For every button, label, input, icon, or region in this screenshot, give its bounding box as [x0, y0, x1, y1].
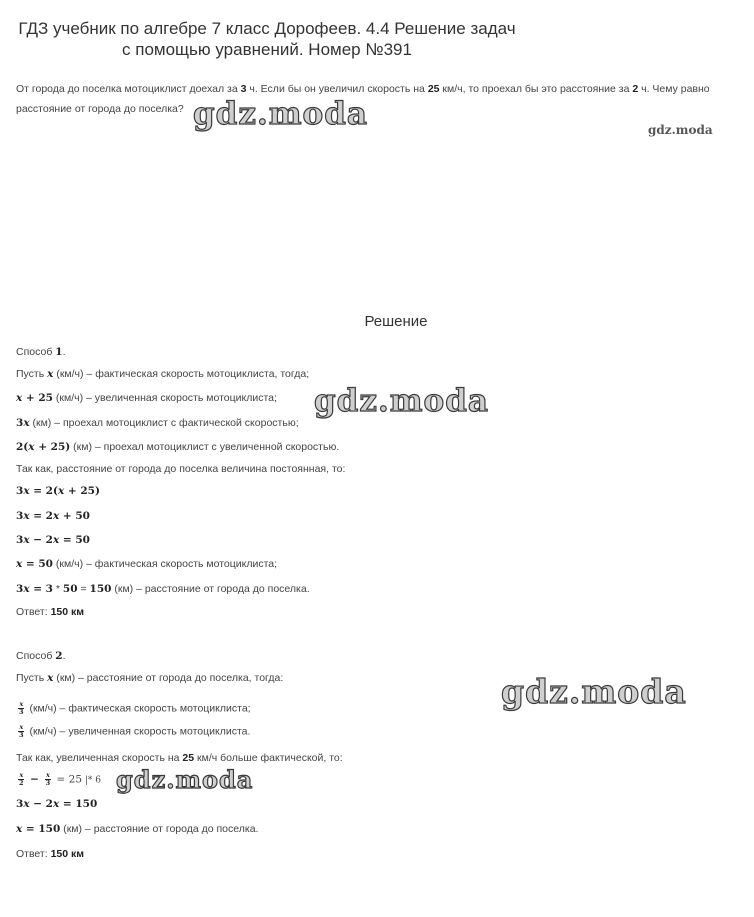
- method-label-text: Способ: [16, 650, 56, 662]
- math-expression: = 2(: [29, 485, 58, 497]
- math-number: 150: [89, 583, 112, 595]
- method-number: 2: [55, 650, 63, 662]
- fraction-numerator: x: [45, 771, 50, 779]
- math-number: 3: [16, 534, 24, 546]
- method-1-equation-3: [16, 533, 90, 547]
- watermark-logo: gdz.moda: [314, 383, 489, 419]
- math-expression: = 150: [22, 823, 61, 835]
- math-variable: x: [23, 417, 30, 429]
- method-1-answer: [16, 605, 84, 619]
- watermark-logo: gdz.moda: [193, 96, 368, 132]
- task-text: км/ч, то проехал бы это расстояние за: [439, 83, 633, 95]
- task-new-time-value: 2: [632, 83, 639, 95]
- method-label-dot: .: [62, 650, 66, 662]
- text: км/ч больше фактической, то:: [194, 752, 343, 764]
- answer-value: 150 км: [50, 606, 85, 618]
- math-variable: x: [53, 510, 60, 522]
- math-variable: x: [57, 485, 65, 497]
- math-variable: x: [23, 798, 30, 810]
- math-fraction: [45, 772, 52, 787]
- page-title: [12, 18, 522, 60]
- fraction-denominator: 3: [45, 779, 51, 787]
- math-expression: + 50: [59, 510, 90, 522]
- text: (км) – расстояние от города до поселка.: [111, 583, 310, 595]
- math-expression: + 25): [34, 441, 71, 453]
- math-number: 3: [16, 510, 24, 522]
- math-expression: = 2: [29, 510, 53, 522]
- fraction-denominator: 3: [19, 708, 24, 716]
- method-2-line-3: [16, 724, 250, 739]
- method-label-dot: .: [62, 346, 66, 358]
- math-expression: − 2: [29, 534, 53, 546]
- method-1-line-5: Так как, расстояние от города до поселка величина постоянная, то:: [16, 463, 346, 475]
- watermark-logo: gdz.moda: [116, 765, 254, 794]
- math-expression: = 50: [22, 558, 53, 570]
- fraction-denominator: 3: [19, 731, 24, 739]
- math-expression: = 3: [29, 583, 53, 595]
- task-text: ч. Чему равно расстояние от города до поселка?: [16, 83, 710, 115]
- text: (км/ч) – увеличенная скорость мотоциклиста.: [26, 725, 251, 738]
- task-speed-increase-value: 25: [427, 83, 440, 95]
- text: *: [53, 583, 63, 595]
- solution-heading: Решение: [364, 313, 428, 330]
- answer-label: Ответ:: [16, 606, 51, 618]
- math-variable: x: [23, 534, 30, 546]
- method-1-equation-5: [16, 582, 310, 596]
- math-operator: −: [26, 773, 43, 786]
- fraction-numerator: x: [19, 771, 24, 779]
- page-title-line-1: ГДЗ учебник по алгебре 7 класс Дорофеев. 4.4 Решение задач: [18, 19, 516, 38]
- math-expression: = 25: [53, 773, 83, 786]
- method-1-line-4: [16, 440, 339, 454]
- answer-label: Ответ:: [16, 848, 51, 860]
- math-expression: − 2: [29, 798, 53, 810]
- math-expression: + 25): [64, 485, 100, 497]
- math-variable: x: [47, 368, 54, 380]
- watermark-logo-small: gdz.moda: [648, 123, 713, 137]
- task-time-value: 3: [240, 83, 247, 95]
- math-variable: x: [53, 534, 60, 546]
- watermark-logo: gdz.moda: [501, 672, 687, 711]
- text: (км/ч) – фактическая скорость мотоциклиста, тогда;: [53, 368, 310, 380]
- method-2-equation-2: [16, 797, 97, 811]
- math-number: 25: [182, 752, 195, 764]
- math-expression: 2(: [16, 441, 29, 453]
- math-variable: x: [47, 672, 54, 684]
- method-number: 1: [55, 346, 63, 358]
- method-2-equation-1: [16, 772, 101, 787]
- math-variable: x: [23, 510, 30, 522]
- method-1-line-3: [16, 416, 299, 430]
- math-variable: x: [16, 392, 23, 404]
- text: (км) – расстояние от города до поселка, тогда:: [53, 672, 284, 684]
- text: Так как, увеличенная скорость на: [16, 752, 183, 764]
- math-fraction: [18, 724, 25, 739]
- page-title-line-2: с помощью уравнений. Номер №391: [122, 40, 412, 59]
- method-2-label: [16, 649, 65, 663]
- method-1-equation-2: [16, 509, 90, 523]
- method-2-line-1: [16, 671, 283, 685]
- text: =: [77, 583, 90, 595]
- math-variable: x: [16, 558, 23, 570]
- text: (км/ч) – фактическая скорость мотоциклиста;: [53, 558, 278, 570]
- method-1-equation-4: [16, 557, 277, 571]
- method-1-line-1: [16, 367, 309, 381]
- method-1-line-2: [16, 391, 277, 405]
- text: (км) – проехал мотоциклист с фактической скоростью;: [29, 417, 299, 429]
- math-expression: = 50: [59, 534, 90, 546]
- math-variable: x: [53, 798, 60, 810]
- text: Пусть: [16, 672, 48, 684]
- math-variable: x: [23, 583, 30, 595]
- math-number: 3: [16, 417, 24, 429]
- task-text: От города до поселка мотоциклист доехал за: [16, 83, 241, 95]
- math-number: 50: [62, 583, 78, 595]
- math-fraction: [18, 701, 25, 716]
- method-2-line-2: [16, 701, 251, 716]
- answer-value: 150 км: [50, 848, 85, 860]
- math-number: 3: [16, 798, 24, 810]
- math-variable: x: [23, 485, 30, 497]
- method-label-text: Способ: [16, 346, 56, 358]
- fraction-denominator: 2: [19, 779, 24, 787]
- task-text: ч. Если бы он увеличил скорость на: [246, 83, 428, 95]
- math-number: 3: [16, 485, 24, 497]
- task-statement: [16, 79, 746, 119]
- math-expression: + 25: [22, 392, 53, 404]
- fraction-numerator: x: [19, 700, 24, 708]
- method-2-line-4: [16, 751, 343, 765]
- math-multiplier: |* 6: [82, 775, 101, 786]
- fraction-numerator: x: [19, 723, 24, 731]
- text: (км/ч) – увеличенная скорость мотоциклиста;: [53, 392, 277, 404]
- method-2-equation-3: [16, 822, 258, 836]
- math-variable: x: [28, 441, 35, 453]
- method-1-equation-1: [16, 484, 100, 498]
- method-1-label: [16, 345, 65, 359]
- text: Пусть: [16, 368, 48, 380]
- text: (км) – расстояние от города до поселка.: [60, 823, 259, 835]
- text: (км/ч) – фактическая скорость мотоциклиста;: [26, 702, 251, 715]
- method-2-answer: [16, 847, 84, 861]
- text: (км) – проехал мотоциклист с увеличенной скоростью.: [70, 441, 340, 453]
- math-variable: x: [16, 823, 23, 835]
- math-expression: = 150: [59, 798, 98, 810]
- math-fraction: [18, 772, 25, 787]
- math-number: 3: [16, 583, 24, 595]
